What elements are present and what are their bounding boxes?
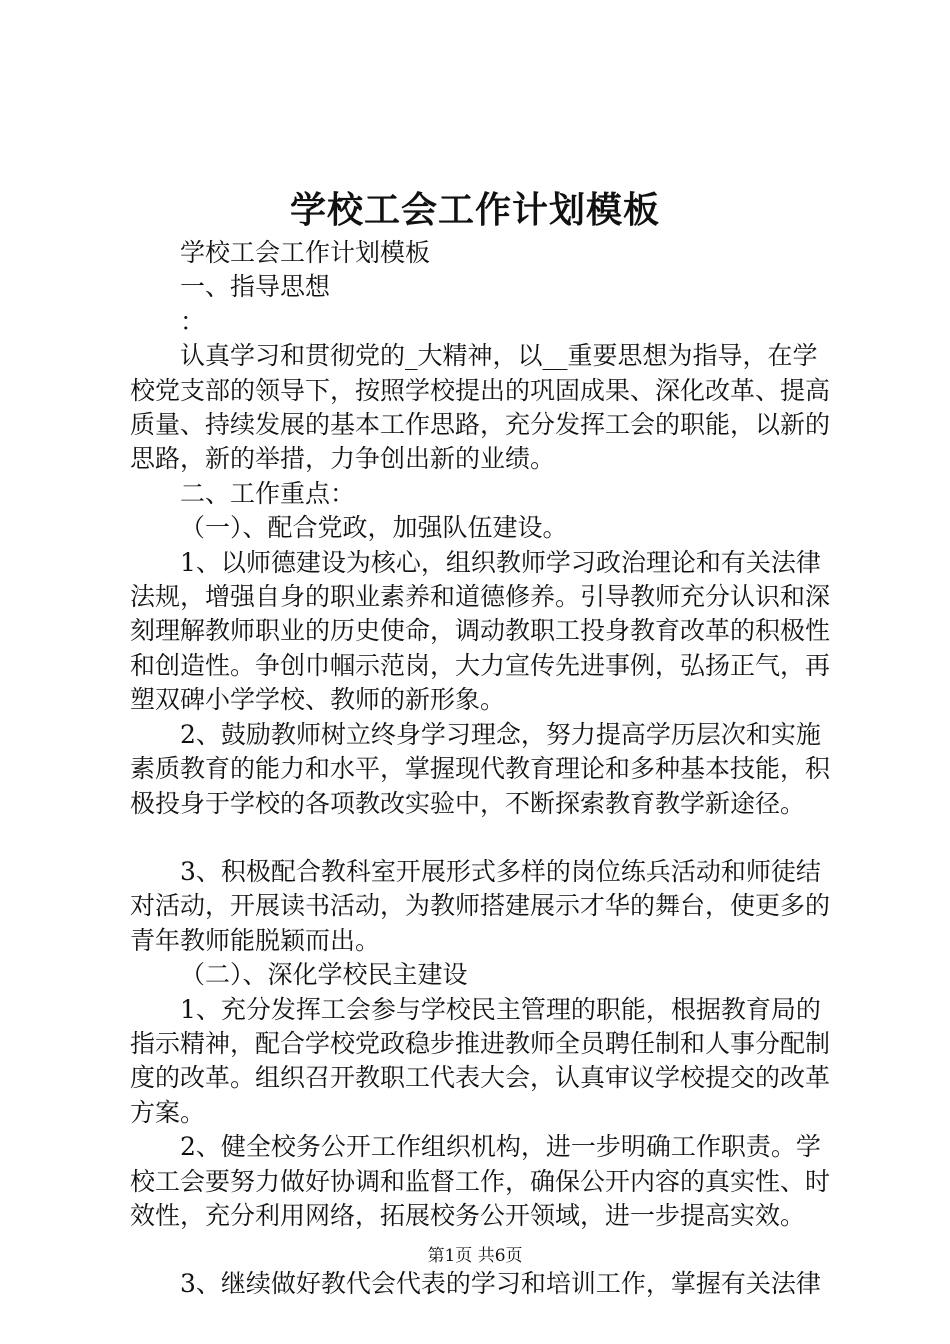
paragraph-colon: ： bbox=[180, 306, 206, 336]
paragraph-item-3: 3、积极配合教科室开展形式多样的岗位练兵活动和师徒结对活动，开展读书活动，为教师搭建展示才华的舞台，使更多的青年教师能脱颖而出。 bbox=[130, 856, 831, 955]
paragraph-guiding-text: 认真学习和贯彻党的_大精神，以__重要思想为指导，在学校党支部的领导下，按照学校提出的巩固成果、深化改革、提高质量、持续发展的基本工作思路，充分发挥工会的职能，以新的思路，新的举措，力争创出新的业绩。 bbox=[130, 341, 831, 474]
document-body bbox=[130, 236, 830, 1302]
heading-guiding-ideology: 一、指导思想 bbox=[180, 272, 331, 302]
paragraph-subtitle: 学校工会工作计划模板 bbox=[180, 238, 431, 267]
paragraph-item-1: 1、以师德建设为核心，组织教师学习政治理论和有关法律法规，增强自身的职业素养和道德修养。引导教师充分认识和深刻理解教师职业的历史使命，调动教职工投身教育改革的积极性和创造性。争创巾帼示范岗，大力宣传先进事例，弘扬正气，再塑双碑小学学校、教师的新形象。 bbox=[130, 547, 831, 715]
paragraph-democracy-item-3: 3、继续做好教代会代表的学习和培训工作，掌握有关法律 bbox=[180, 1269, 821, 1299]
subheading-democracy: （二）、深化学校民主建设 bbox=[180, 960, 468, 990]
page-number: 第1页 共6页 bbox=[427, 1246, 523, 1266]
document-title: 学校工会工作计划模板 bbox=[289, 189, 660, 231]
paragraph-item-2: 2、鼓励教师树立终身学习理念，努力提高学历层次和实施素质教育的能力和水平，掌握现代教育理论和多种基本技能，积极投身于学校的各项教改实验中，不断探索教育教学新途径。 bbox=[130, 719, 831, 818]
paragraph-spacer bbox=[130, 821, 830, 855]
paragraph-democracy-item-2: 2、健全校务公开工作组织机构，进一步明确工作职责。学校工会要努力做好协调和监督工作，确保公开内容的真实性、时效性，充分利用网络，拓展校务公开领域，进一步提高实效。 bbox=[130, 1132, 831, 1230]
heading-work-focus: 二、工作重点： bbox=[180, 478, 356, 508]
subheading-team-building: （一）、配合党政，加强队伍建设。 bbox=[180, 513, 568, 543]
paragraph-democracy-item-1: 1、充分发挥工会参与学校民主管理的职能，根据教育局的指示精神，配合学校党政稳步推进教师全员聘任制和人事分配制度的改革。组织召开教职工代表大会，认真审议学校提交的改革方案。 bbox=[130, 994, 831, 1127]
